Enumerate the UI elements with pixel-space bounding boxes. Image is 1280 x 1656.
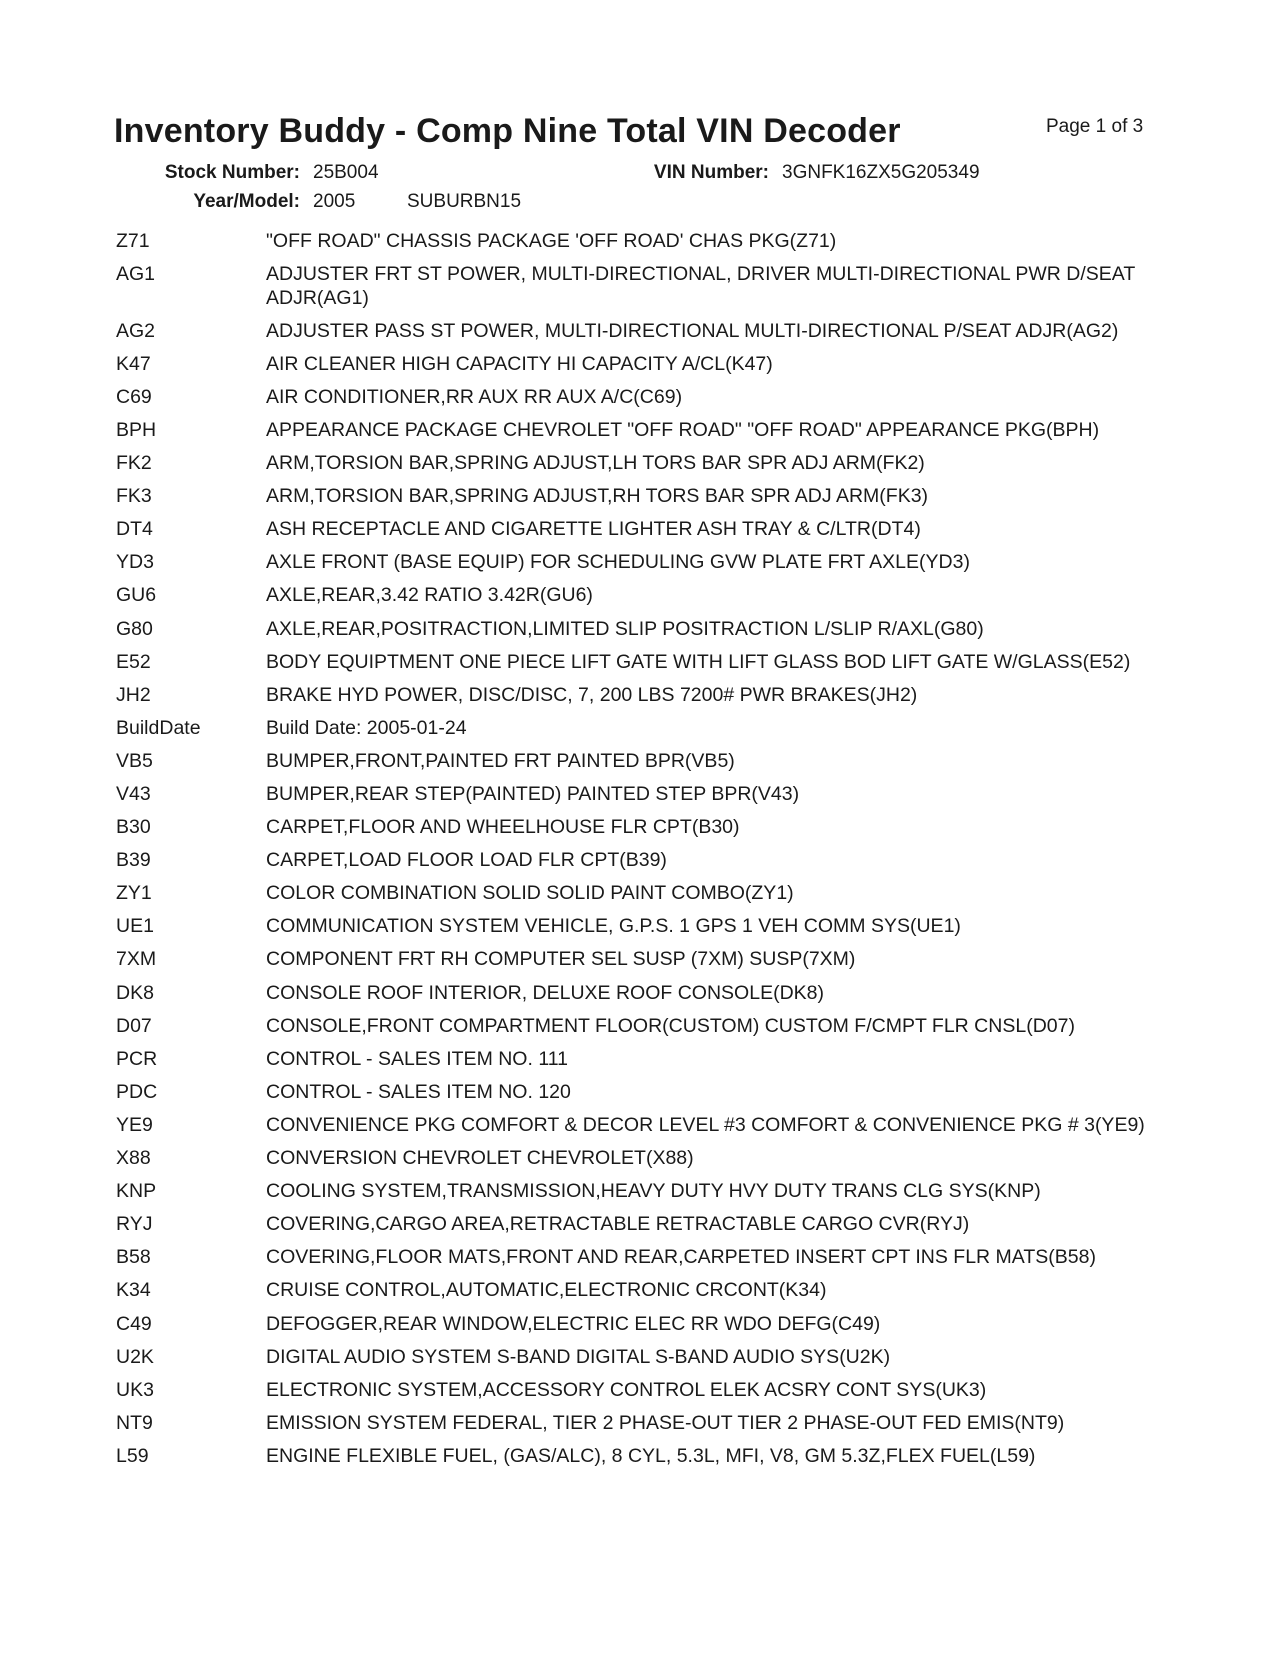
option-code: B30 [116,816,151,839]
option-code: FK2 [116,452,152,475]
option-description: COLOR COMBINATION SOLID SOLID PAINT COMBO(ZY1) [266,882,794,905]
option-code: D07 [116,1014,152,1037]
option-row [116,518,1170,542]
option-description: CONSOLE,FRONT COMPARTMENT FLOOR(CUSTOM) CUSTOM F/CMPT FLR CNSL(D07) [266,1014,1075,1037]
option-description: CONSOLE ROOF INTERIOR, DELUXE ROOF CONSOLE(DK8) [266,981,824,1004]
option-code: UK3 [116,1378,154,1401]
option-description: CARPET,LOAD FLOOR LOAD FLR CPT(B39) [266,849,667,872]
option-row [116,230,1170,254]
option-row [116,1015,1170,1039]
option-description: CONVERSION CHEVROLET CHEVROLET(X88) [266,1147,694,1170]
option-description: COMMUNICATION SYSTEM VEHICLE, G.P.S. 1 GPS 1 VEH COMM SYS(UE1) [266,915,961,938]
option-row [116,263,1170,310]
option-code: PDC [116,1080,158,1103]
option-code: UE1 [116,915,154,938]
option-code: E52 [116,650,151,673]
option-description: CONTROL - SALES ITEM NO. 120 [266,1080,571,1103]
option-row [116,948,1170,972]
page-number: Page 1 of 3 [1046,116,1144,137]
option-description: CONTROL - SALES ITEM NO. 111 [266,1047,568,1070]
year-value: 2005 [313,191,356,212]
option-row [116,1147,1170,1171]
option-code: FK3 [116,485,152,508]
option-code: 7XM [116,948,157,971]
option-row [116,1445,1170,1469]
option-description: APPEARANCE PACKAGE CHEVROLET "OFF ROAD" "OFF ROAD" APPEARANCE PKG(BPH) [266,418,1100,441]
option-code: KNP [116,1180,157,1203]
option-row [116,320,1170,344]
option-code: ZY1 [116,882,152,905]
option-row [116,551,1170,575]
option-row [116,1379,1170,1403]
option-description: COMPONENT FRT RH COMPUTER SEL SUSP (7XM) SUSP(7XM) [266,948,856,971]
option-description: BUMPER,FRONT,PAINTED FRT PAINTED BPR(VB5) [266,749,735,772]
option-code: B58 [116,1246,151,1269]
document-title: Inventory Buddy - Comp Nine Total VIN Decoder [114,112,901,150]
option-row [116,452,1170,476]
option-row [116,1313,1170,1337]
option-description: ELECTRONIC SYSTEM,ACCESSORY CONTROL ELEK ACSRY CONT SYS(UK3) [266,1378,987,1401]
option-code: K34 [116,1279,151,1302]
option-code: L59 [116,1444,149,1467]
option-code: DT4 [116,518,153,541]
option-description: ADJUSTER PASS ST POWER, MULTI-DIRECTIONAL MULTI-DIRECTIONAL P/SEAT ADJR(AG2) [266,319,1119,342]
option-row [116,1048,1170,1072]
option-description: AIR CONDITIONER,RR AUX RR AUX A/C(C69) [266,385,683,408]
option-row [116,1081,1170,1105]
option-description: BRAKE HYD POWER, DISC/DISC, 7, 200 LBS 7200# PWR BRAKES(JH2) [266,683,918,706]
option-code: BuildDate [116,716,201,739]
option-row [116,684,1170,708]
option-description: ASH RECEPTACLE AND CIGARETTE LIGHTER ASH TRAY & C/LTR(DT4) [266,518,921,541]
option-code: C69 [116,385,152,408]
vin-number-value: 3GNFK16ZX5G205349 [782,162,980,183]
option-description: "OFF ROAD" CHASSIS PACKAGE 'OFF ROAD' CHAS PKG(Z71) [266,230,837,252]
option-row [116,816,1170,840]
model-value: SUBURBN15 [407,191,522,212]
option-code: DK8 [116,981,154,1004]
option-row [116,882,1170,906]
option-description: EMISSION SYSTEM FEDERAL, TIER 2 PHASE-OUT TIER 2 PHASE-OUT FED EMIS(NT9) [266,1411,1065,1434]
option-code: BPH [116,418,157,441]
option-description: BODY EQUIPTMENT ONE PIECE LIFT GATE WITH LIFT GLASS BOD LIFT GATE W/GLASS(E52) [266,650,1131,673]
option-row [116,651,1170,675]
option-code: YD3 [116,551,154,574]
option-description: AXLE,REAR,3.42 RATIO 3.42R(GU6) [266,584,593,607]
option-code: Z71 [116,230,150,252]
option-code: AG1 [116,263,156,286]
option-row [116,783,1170,807]
option-row [116,386,1170,410]
option-code: G80 [116,617,153,640]
option-row [116,1412,1170,1436]
option-row [116,618,1170,642]
stock-number-label: Stock Number: [164,162,300,183]
option-code: NT9 [116,1411,153,1434]
option-row [116,1180,1170,1204]
option-row [116,717,1170,741]
option-row [116,419,1170,443]
option-row [116,485,1170,509]
option-description: COVERING,CARGO AREA,RETRACTABLE RETRACTABLE CARGO CVR(RYJ) [266,1213,970,1236]
option-code: B39 [116,849,151,872]
option-code: K47 [116,352,151,375]
option-code: VB5 [116,749,153,772]
option-description: AIR CLEANER HIGH CAPACITY HI CAPACITY A/CL(K47) [266,352,773,375]
option-row [116,915,1170,939]
option-code: AG2 [116,319,156,342]
option-row [116,982,1170,1006]
year-model-label: Year/Model: [193,191,300,212]
option-row [116,849,1170,873]
option-row [116,584,1170,608]
option-code: PCR [116,1047,158,1070]
option-description: DIGITAL AUDIO SYSTEM S-BAND DIGITAL S-BAND AUDIO SYS(U2K) [266,1345,891,1368]
option-code: JH2 [116,683,151,706]
option-row [116,1114,1170,1138]
option-row [116,1246,1170,1270]
option-description: AXLE,REAR,POSITRACTION,LIMITED SLIP POSITRACTION L/SLIP R/AXL(G80) [266,617,984,640]
option-description: COVERING,FLOOR MATS,FRONT AND REAR,CARPETED INSERT CPT INS FLR MATS(B58) [266,1246,1096,1269]
option-row [116,750,1170,774]
option-row [116,353,1170,377]
option-row [116,1346,1170,1370]
option-description: CRUISE CONTROL,AUTOMATIC,ELECTRONIC CRCONT(K34) [266,1279,827,1302]
option-description: CARPET,FLOOR AND WHEELHOUSE FLR CPT(B30) [266,816,740,839]
option-description: Build Date: 2005-01-24 [266,716,467,739]
option-description: ENGINE FLEXIBLE FUEL, (GAS/ALC), 8 CYL, 5.3L, MFI, V8, GM 5.3Z,FLEX FUEL(L59) [266,1444,1036,1467]
option-description: CONVENIENCE PKG COMFORT & DECOR LEVEL #3 COMFORT & CONVENIENCE PKG # 3(YE9) [266,1113,1145,1136]
option-code: X88 [116,1147,151,1170]
option-code: C49 [116,1312,152,1335]
vin-number-label: VIN Number: [653,162,769,183]
option-description: ARM,TORSION BAR,SPRING ADJUST,RH TORS BAR SPR ADJ ARM(FK3) [266,485,929,508]
option-row [116,1213,1170,1237]
option-description: ADJUSTER FRT ST POWER, MULTI-DIRECTIONAL, DRIVER MULTI-DIRECTIONAL PWR D/SEAT ADJR(AG1) [266,263,1135,309]
option-code: GU6 [116,584,157,607]
option-description: AXLE FRONT (BASE EQUIP) FOR SCHEDULING GVW PLATE FRT AXLE(YD3) [266,551,970,574]
option-description: DEFOGGER,REAR WINDOW,ELECTRIC ELEC RR WDO DEFG(C49) [266,1312,881,1335]
option-code-list [116,230,1170,1478]
option-code: U2K [116,1345,154,1368]
option-description: ARM,TORSION BAR,SPRING ADJUST,LH TORS BAR SPR ADJ ARM(FK2) [266,452,925,475]
option-description: COOLING SYSTEM,TRANSMISSION,HEAVY DUTY HVY DUTY TRANS CLG SYS(KNP) [266,1180,1041,1203]
option-row [116,1279,1170,1303]
option-code: YE9 [116,1113,153,1136]
option-code: RYJ [116,1213,153,1236]
option-code: V43 [116,783,151,805]
option-description: BUMPER,REAR STEP(PAINTED) PAINTED STEP BPR(V43) [266,783,800,805]
stock-number-value: 25B004 [313,162,379,183]
